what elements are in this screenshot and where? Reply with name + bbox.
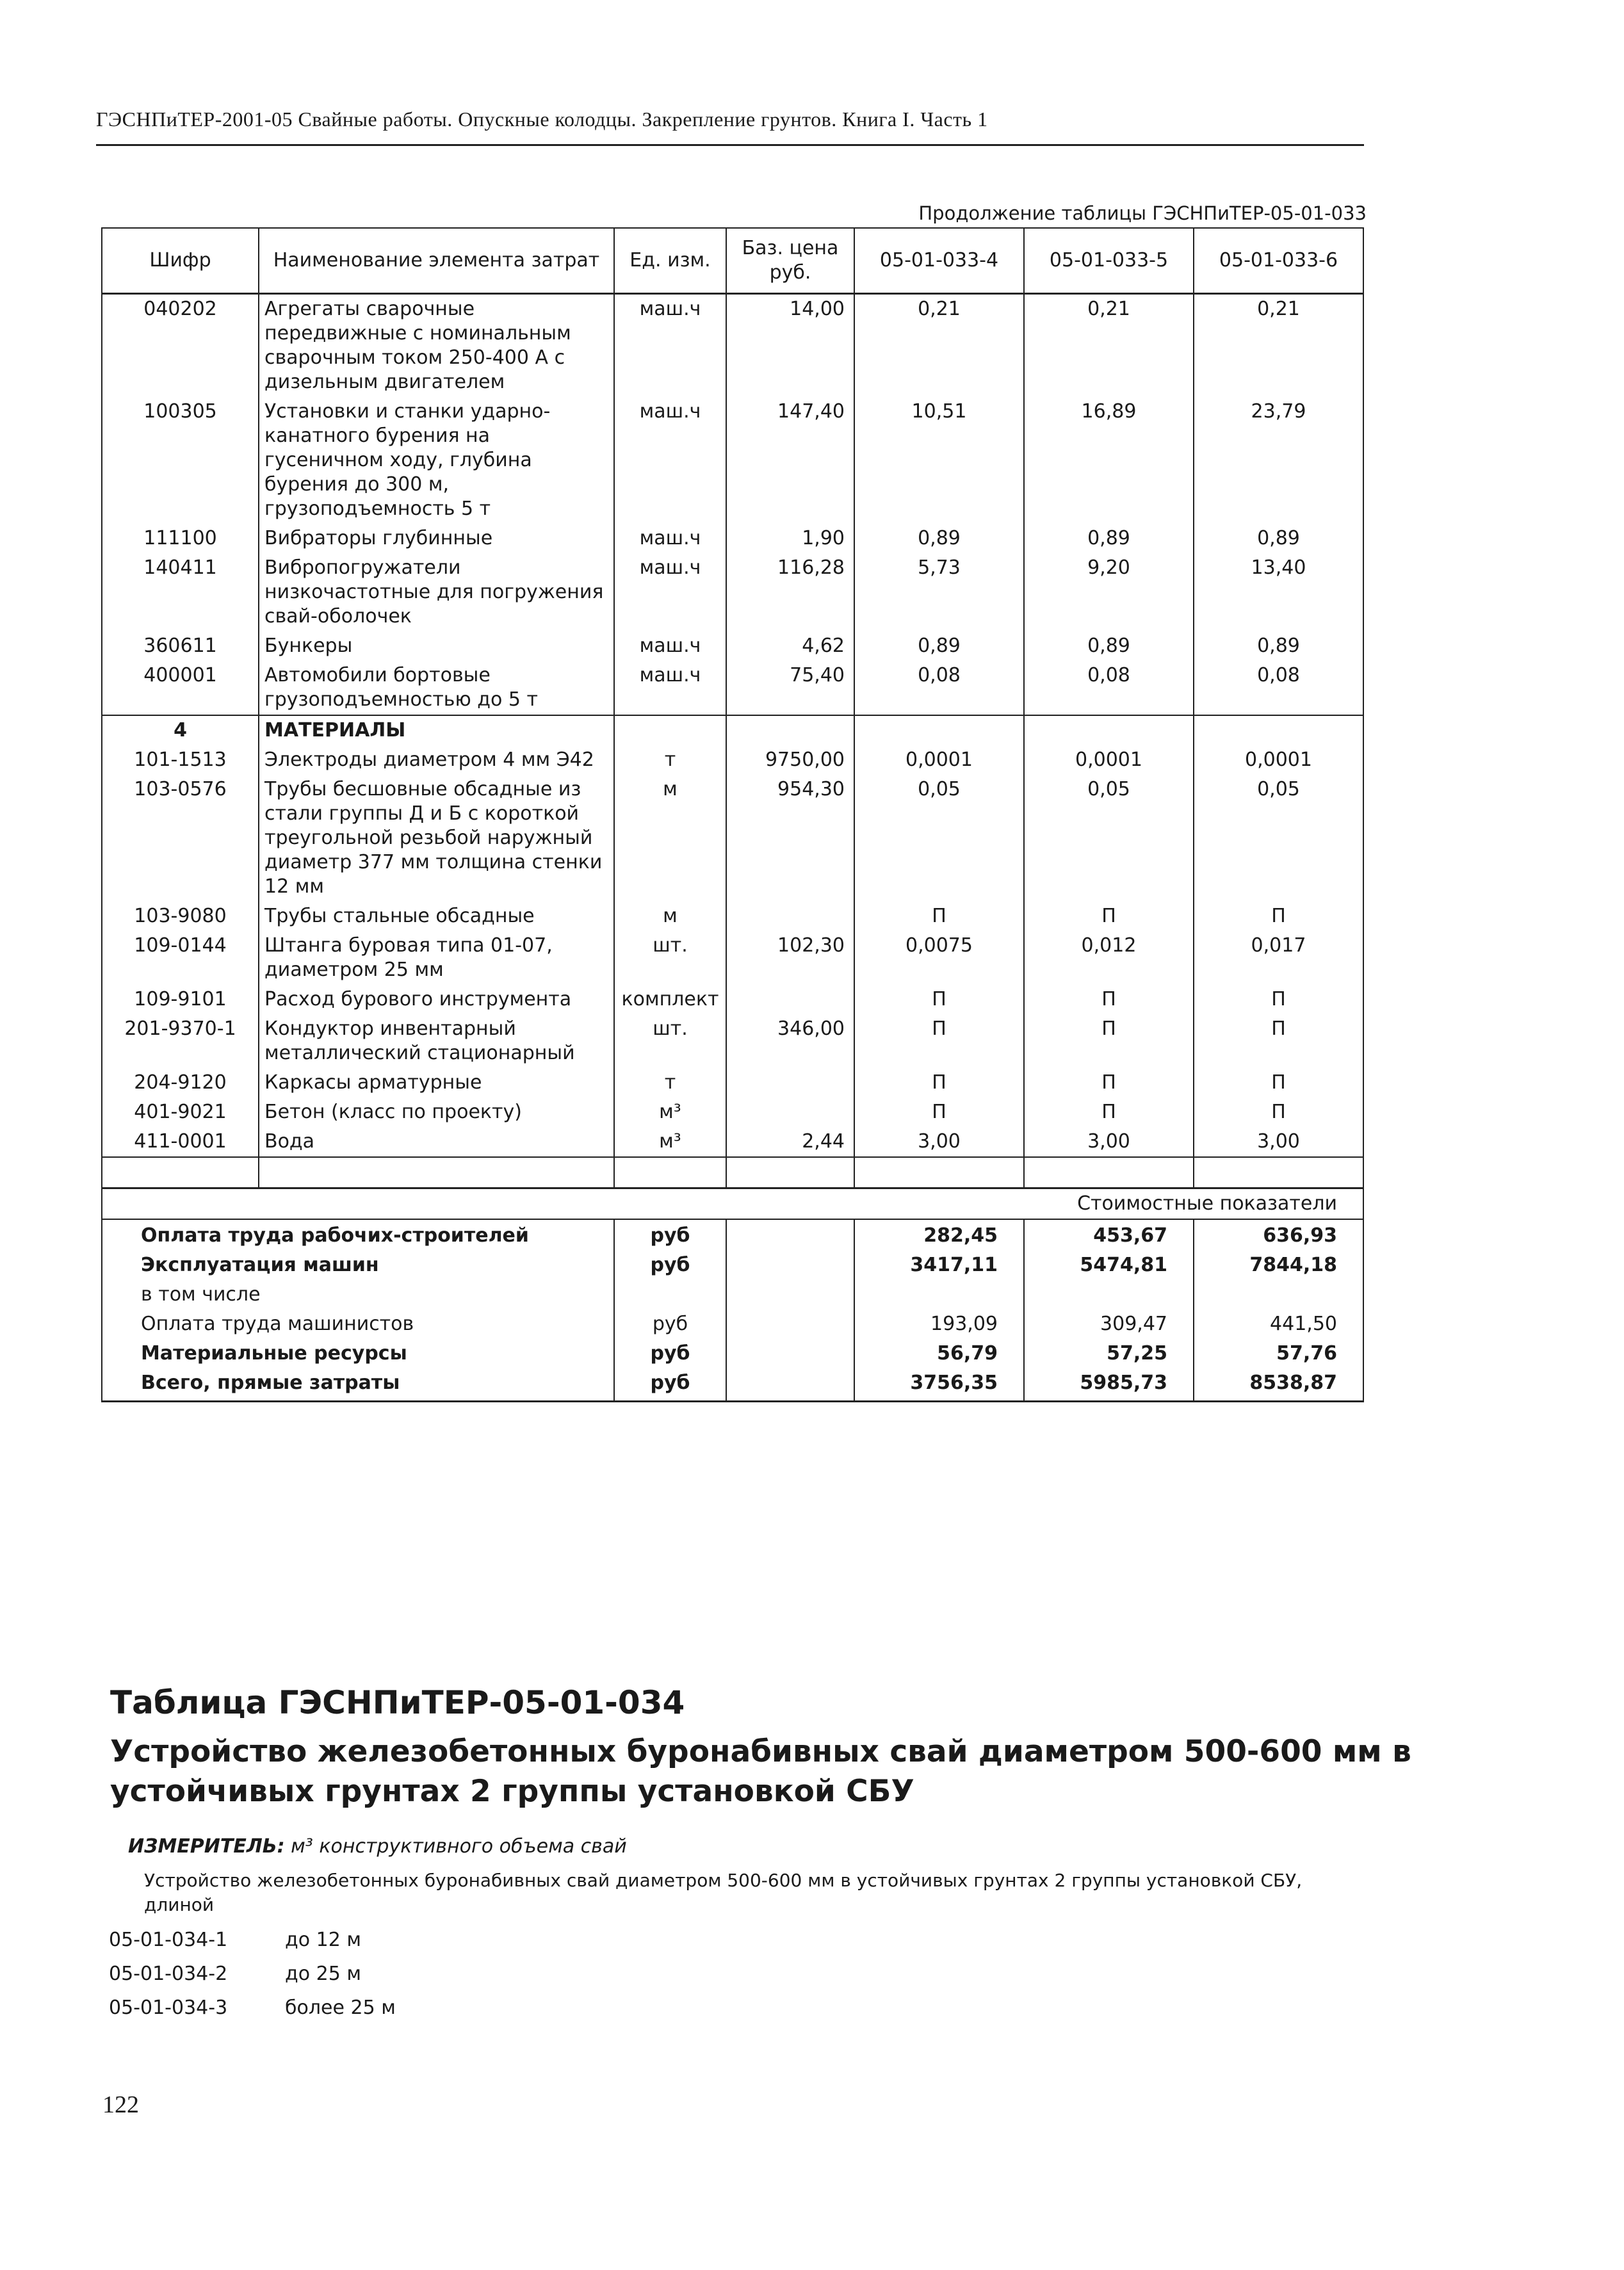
row-value-4: П — [854, 1068, 1024, 1098]
row-value-5: П — [1024, 985, 1194, 1014]
row-value-6: П — [1194, 902, 1363, 931]
row-value-6: 0,05 — [1194, 775, 1363, 902]
row-code: 204-9120 — [102, 1068, 259, 1098]
code-id: 05-01-034-1 — [109, 1929, 228, 1951]
row-name: Кондуктор инвентарный металлический стационарный — [259, 1014, 614, 1068]
materials-rows — [102, 745, 1363, 1157]
row-value-6: 23,79 — [1194, 397, 1363, 524]
row-price: 9750,00 — [726, 745, 854, 775]
cost-value-4 — [854, 1280, 1024, 1309]
machine-row — [102, 631, 1363, 661]
row-name: Трубы бесшовные обсадные из стали группы Д и Б с короткой треугольной резьбой наружный диаметр 377 мм толщина стенки 12 мм — [259, 775, 614, 902]
cost-value-6: 57,76 — [1194, 1339, 1363, 1368]
column-header: Шифр — [102, 228, 259, 294]
material-row — [102, 902, 1363, 931]
cost-name: Оплата труда машинистов — [102, 1309, 614, 1339]
cost-unit: руб — [614, 1251, 726, 1280]
row-value-5: П — [1024, 1098, 1194, 1127]
row-value-5: 0,05 — [1024, 775, 1194, 902]
meter-value: м³ конструктивного объема свай — [291, 1835, 627, 1858]
row-value-5: 9,20 — [1024, 553, 1194, 631]
row-price — [726, 985, 854, 1014]
cost-unit: руб — [614, 1368, 726, 1402]
cost-unit: руб — [614, 1219, 726, 1251]
cost-row — [102, 1251, 1363, 1280]
row-value-4: 10,51 — [854, 397, 1024, 524]
section-title: МАТЕРИАЛЫ — [259, 715, 614, 745]
row-price: 147,40 — [726, 397, 854, 524]
row-price: 2,44 — [726, 1127, 854, 1157]
cost-value-6: 441,50 — [1194, 1309, 1363, 1339]
row-name: Установки и станки ударно-канатного бурения на гусеничном ходу, глубина бурения до 300 м, грузоподъемность 5 т — [259, 397, 614, 524]
cost-header: Стоимостные показатели — [102, 1188, 1363, 1220]
row-value-6: 0,017 — [1194, 931, 1363, 985]
row-code: 103-9080 — [102, 902, 259, 931]
meter-line — [128, 1835, 627, 1858]
row-code: 040202 — [102, 294, 259, 398]
row-code: 109-0144 — [102, 931, 259, 985]
row-unit: м — [614, 775, 726, 902]
table-header-row — [102, 228, 1363, 294]
row-value-6: 0,89 — [1194, 631, 1363, 661]
material-row — [102, 1098, 1363, 1127]
material-row — [102, 1068, 1363, 1098]
row-price — [726, 902, 854, 931]
cost-name: Оплата труда рабочих-строителей — [102, 1219, 614, 1251]
code-item — [109, 1963, 396, 1997]
column-header: Наименование элемента затрат — [259, 228, 614, 294]
cost-value-4: 193,09 — [854, 1309, 1024, 1339]
row-value-6: П — [1194, 1014, 1363, 1068]
row-value-4: 0,89 — [854, 524, 1024, 553]
row-name: Электроды диаметром 4 мм Э42 — [259, 745, 614, 775]
material-row — [102, 985, 1363, 1014]
continuation-caption: Продолжение таблицы ГЭСНПиТЕР-05-01-033 — [918, 202, 1367, 224]
row-value-5: 3,00 — [1024, 1127, 1194, 1157]
row-price: 14,00 — [726, 294, 854, 398]
row-value-6: 0,08 — [1194, 661, 1363, 715]
row-code: 103-0576 — [102, 775, 259, 902]
code-id: 05-01-034-2 — [109, 1963, 228, 1985]
column-header: Ед. изм. — [614, 228, 726, 294]
row-value-4: 0,05 — [854, 775, 1024, 902]
row-value-6: 0,21 — [1194, 294, 1363, 398]
cost-value-5 — [1024, 1280, 1194, 1309]
row-name: Расход бурового инструмента — [259, 985, 614, 1014]
row-code: 401-9021 — [102, 1098, 259, 1127]
code-item — [109, 1997, 396, 2031]
cost-unit: руб — [614, 1309, 726, 1339]
material-row — [102, 745, 1363, 775]
row-value-5: П — [1024, 902, 1194, 931]
running-header: ГЭСНПиТЕР-2001-05 Свайные работы. Опускные колодцы. Закрепление грунтов. Книга I. Часть 1 — [96, 108, 988, 131]
cost-empty — [726, 1309, 854, 1339]
column-header: 05-01-033-5 — [1024, 228, 1194, 294]
row-value-5: П — [1024, 1068, 1194, 1098]
row-unit: маш.ч — [614, 294, 726, 398]
row-name: Вибропогружатели низкочастотные для погружения свай-оболочек — [259, 553, 614, 631]
row-name: Штанга буровая типа 01-07, диаметром 25 мм — [259, 931, 614, 985]
cost-unit: руб — [614, 1339, 726, 1368]
row-unit: комплект — [614, 985, 726, 1014]
row-value-5: 0,08 — [1024, 661, 1194, 715]
code-label: более 25 м — [285, 1997, 396, 2019]
section-code: 4 — [102, 715, 259, 745]
cost-row — [102, 1339, 1363, 1368]
row-code: 201-9370-1 — [102, 1014, 259, 1068]
row-value-5: 0,0001 — [1024, 745, 1194, 775]
row-unit: маш.ч — [614, 524, 726, 553]
code-label: до 25 м — [285, 1963, 361, 1985]
row-code: 100305 — [102, 397, 259, 524]
row-value-4: 0,0075 — [854, 931, 1024, 985]
column-header: 05-01-033-4 — [854, 228, 1024, 294]
row-price: 1,90 — [726, 524, 854, 553]
row-unit: шт. — [614, 1014, 726, 1068]
row-name: Вода — [259, 1127, 614, 1157]
cost-value-4: 3417,11 — [854, 1251, 1024, 1280]
spacer-row — [102, 1157, 1363, 1188]
row-code: 140411 — [102, 553, 259, 631]
row-value-6: 0,89 — [1194, 524, 1363, 553]
cost-value-5: 5985,73 — [1024, 1368, 1194, 1402]
column-header: 05-01-033-6 — [1194, 228, 1363, 294]
row-value-5: 0,89 — [1024, 631, 1194, 661]
row-code: 411-0001 — [102, 1127, 259, 1157]
row-unit: м³ — [614, 1098, 726, 1127]
row-name: Бункеры — [259, 631, 614, 661]
cost-empty — [726, 1339, 854, 1368]
row-price: 75,40 — [726, 661, 854, 715]
material-row — [102, 931, 1363, 985]
row-value-4: 0,08 — [854, 661, 1024, 715]
row-value-4: 0,89 — [854, 631, 1024, 661]
row-code: 400001 — [102, 661, 259, 715]
cost-empty — [726, 1368, 854, 1402]
cost-name: Материальные ресурсы — [102, 1339, 614, 1368]
row-price: 346,00 — [726, 1014, 854, 1068]
row-unit: маш.ч — [614, 553, 726, 631]
row-value-5: 0,89 — [1024, 524, 1194, 553]
cost-value-6: 7844,18 — [1194, 1251, 1363, 1280]
row-value-5: 0,21 — [1024, 294, 1194, 398]
row-price: 4,62 — [726, 631, 854, 661]
row-unit: м³ — [614, 1127, 726, 1157]
column-header: Баз. цена руб. — [726, 228, 854, 294]
cost-value-6 — [1194, 1280, 1363, 1309]
cost-name: Эксплуатация машин — [102, 1251, 614, 1280]
row-unit: шт. — [614, 931, 726, 985]
cost-empty — [726, 1251, 854, 1280]
row-value-5: 0,012 — [1024, 931, 1194, 985]
row-unit: м — [614, 902, 726, 931]
cost-value-5: 57,25 — [1024, 1339, 1194, 1368]
material-row — [102, 1127, 1363, 1157]
code-id: 05-01-034-3 — [109, 1997, 228, 2019]
row-value-5: 16,89 — [1024, 397, 1194, 524]
row-code: 111100 — [102, 524, 259, 553]
row-value-6: П — [1194, 1098, 1363, 1127]
cost-value-4: 56,79 — [854, 1339, 1024, 1368]
row-unit: маш.ч — [614, 397, 726, 524]
cost-value-6: 8538,87 — [1194, 1368, 1363, 1402]
next-table-title: Таблица ГЭСНПиТЕР-05-01-034 — [110, 1684, 685, 1721]
machines-section — [102, 294, 1363, 716]
row-code: 109-9101 — [102, 985, 259, 1014]
row-value-6: 3,00 — [1194, 1127, 1363, 1157]
row-value-4: 0,0001 — [854, 745, 1024, 775]
row-name: Автомобили бортовые грузоподъемностью до 5 т — [259, 661, 614, 715]
row-name: Агрегаты сварочные передвижные с номинальным сварочным током 250-400 А с дизельным двигателем — [259, 294, 614, 398]
row-value-4: П — [854, 1098, 1024, 1127]
cost-row — [102, 1219, 1363, 1251]
row-unit: маш.ч — [614, 661, 726, 715]
row-value-6: П — [1194, 985, 1363, 1014]
machine-row — [102, 553, 1363, 631]
cost-value-4: 282,45 — [854, 1219, 1024, 1251]
cost-name: в том числе — [102, 1280, 614, 1309]
row-unit: маш.ч — [614, 631, 726, 661]
row-price — [726, 1068, 854, 1098]
cost-value-4: 3756,35 — [854, 1368, 1024, 1402]
cost-rows — [102, 1219, 1363, 1402]
code-list — [109, 1929, 396, 2031]
row-name: Вибраторы глубинные — [259, 524, 614, 553]
row-price: 116,28 — [726, 553, 854, 631]
materials-section — [102, 715, 1363, 745]
row-price — [726, 1098, 854, 1127]
cost-empty — [726, 1280, 854, 1309]
material-row — [102, 1014, 1363, 1068]
machine-row — [102, 661, 1363, 715]
header-rule — [96, 144, 1364, 146]
materials-section-row — [102, 715, 1363, 745]
code-label: до 12 м — [285, 1929, 361, 1951]
row-price: 102,30 — [726, 931, 854, 985]
machine-row — [102, 294, 1363, 398]
row-name: Каркасы арматурные — [259, 1068, 614, 1098]
cost-row — [102, 1368, 1363, 1402]
code-item — [109, 1929, 396, 1963]
cost-name: Всего, прямые затраты — [102, 1368, 614, 1402]
row-value-6: П — [1194, 1068, 1363, 1098]
cost-value-5: 5474,81 — [1024, 1251, 1194, 1280]
row-name: Трубы стальные обсадные — [259, 902, 614, 931]
cost-row — [102, 1309, 1363, 1339]
next-table-subtitle: Устройство железобетонных буронабивных свай диаметром 500-600 мм в устойчивых грунтах 2 группы установкой СБУ — [110, 1734, 1411, 1809]
cost-value-5: 309,47 — [1024, 1309, 1194, 1339]
row-code: 360611 — [102, 631, 259, 661]
cost-section — [102, 1157, 1363, 1219]
row-code: 101-1513 — [102, 745, 259, 775]
norms-table — [101, 227, 1364, 1402]
row-name: Бетон (класс по проекту) — [259, 1098, 614, 1127]
cost-row — [102, 1280, 1363, 1309]
row-value-4: 5,73 — [854, 553, 1024, 631]
material-row — [102, 775, 1363, 902]
next-table-description: Устройство железобетонных буронабивных свай диаметром 500-600 мм в устойчивых грунтах 2 группы установкой СБУ, длиной — [144, 1870, 1303, 1915]
cost-header-row — [102, 1188, 1363, 1220]
row-value-4: 0,21 — [854, 294, 1024, 398]
machine-row — [102, 397, 1363, 524]
cost-unit — [614, 1280, 726, 1309]
row-unit: т — [614, 1068, 726, 1098]
cost-value-6: 636,93 — [1194, 1219, 1363, 1251]
row-value-4: П — [854, 1014, 1024, 1068]
row-value-4: П — [854, 902, 1024, 931]
cost-empty — [726, 1219, 854, 1251]
machine-row — [102, 524, 1363, 553]
page-number: 122 — [102, 2091, 139, 2118]
meter-label: ИЗМЕРИТЕЛЬ: — [128, 1835, 285, 1858]
row-value-4: П — [854, 985, 1024, 1014]
row-price: 954,30 — [726, 775, 854, 902]
row-value-6: 0,0001 — [1194, 745, 1363, 775]
row-value-4: 3,00 — [854, 1127, 1024, 1157]
row-unit: т — [614, 745, 726, 775]
cost-value-5: 453,67 — [1024, 1219, 1194, 1251]
row-value-6: 13,40 — [1194, 553, 1363, 631]
row-value-5: П — [1024, 1014, 1194, 1068]
